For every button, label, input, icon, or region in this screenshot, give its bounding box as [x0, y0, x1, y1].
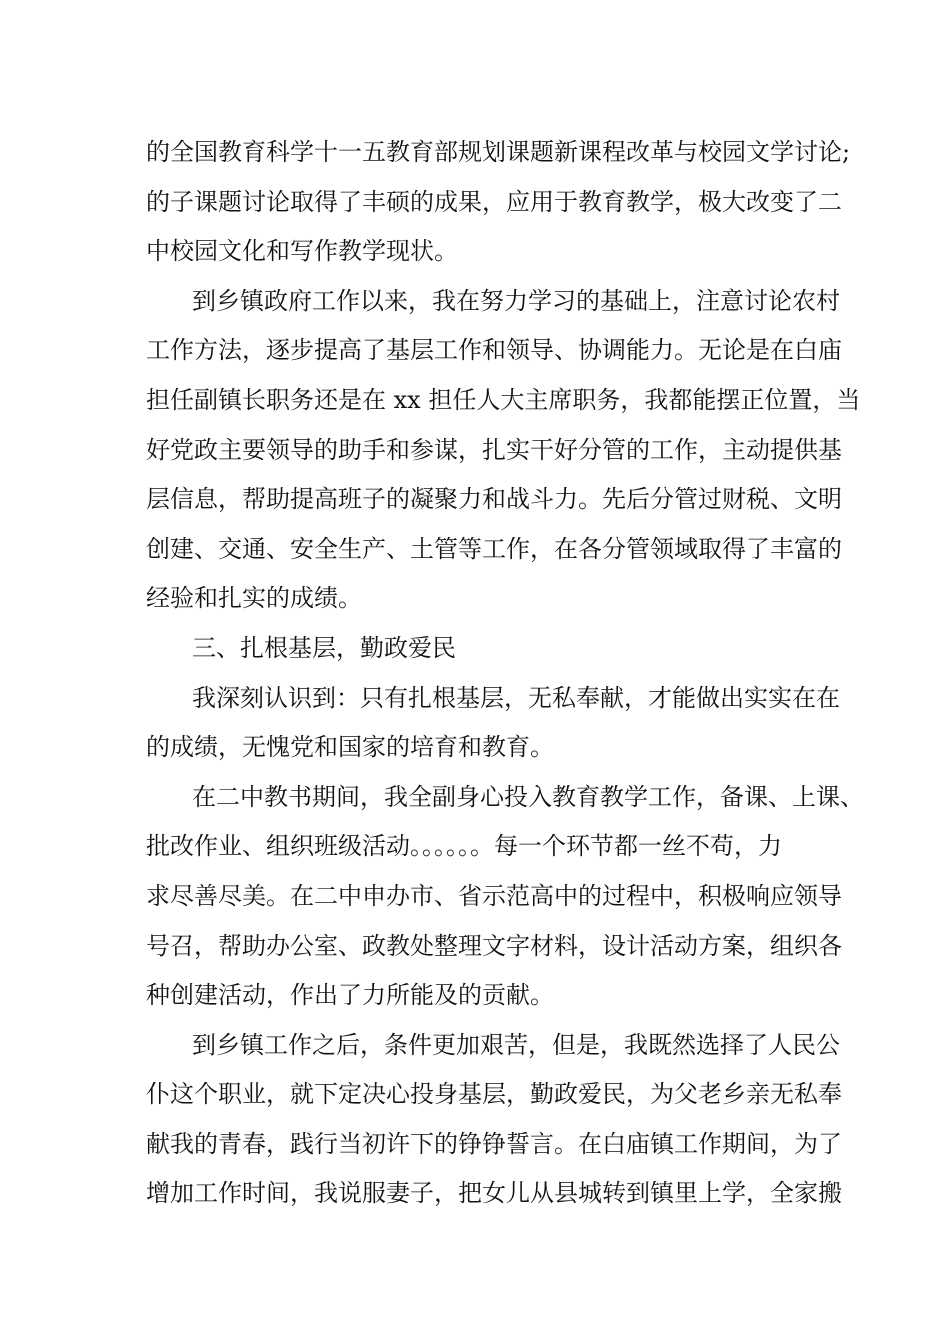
text-line: 层信息，帮助提高班子的凝聚力和战斗力。先后分管过财税、文明 [146, 485, 842, 514]
text-line: 增加工作时间，我说服妻子，把女儿从县城转到镇里上学，全家搬 [146, 1179, 842, 1208]
text-line: 批改作业、组织班级活动。。。。。。每一个环节都一丝不苟，力 [146, 832, 782, 861]
text-line: 献我的青春，践行当初许下的铮铮誓言。在白庙镇工作期间，为了 [146, 1129, 842, 1158]
text-line: 经验和扎实的成绩。 [146, 584, 362, 613]
text-line: 的全国教育科学十一五教育部规划课题新课程改革与校园文学讨论; [146, 138, 851, 166]
text-line: 仆这个职业，就下定决心投身基层，勤政爱民，为父老乡亲无私奉 [146, 1080, 842, 1109]
paragraph-5 [146, 1021, 842, 1219]
text-line: 在二中教书期间，我全副身心投入教育教学工作，备课、上课、 [192, 782, 864, 811]
text-line: 工作方法，逐步提高了基层工作和领导、协调能力。无论是在白庙 [146, 336, 842, 365]
text-line: 的子课题讨论取得了丰硕的成果，应用于教育教学，极大改变了二 [146, 187, 842, 216]
paragraph-2 [146, 277, 861, 624]
text-line: 中校园文化和写作教学现状。 [146, 237, 458, 266]
text-line: 我深刻认识到：只有扎根基层，无私奉献，才能做出实实在在 [192, 683, 840, 712]
text-line: 好党政主要领导的助手和参谋，扎实干好分管的工作，主动提供基 [146, 435, 842, 464]
text-line: 到乡镇工作之后，条件更加艰苦，但是，我既然选择了人民公 [192, 1030, 840, 1059]
text-line: 到乡镇政府工作以来，我在努力学习的基础上，注意讨论农村 [192, 286, 840, 315]
text-line: 求尽善尽美。在二中申办市、省示范高中的过程中，积极响应领导 [146, 881, 842, 910]
section-heading-text: 三、扎根基层，勤政爱民 [192, 633, 456, 662]
text-line: 创建、交通、安全生产、土管等工作，在各分管领域取得了丰富的 [146, 534, 842, 563]
paragraph-3 [146, 674, 840, 773]
text-line: 种创建活动，作出了力所能及的贡献。 [146, 981, 554, 1010]
text-line: 担任副镇长职务还是在 xx 担任人大主席职务，我都能摆正位置，当 [146, 385, 861, 414]
document-body [146, 128, 864, 1219]
paragraph-4 [146, 773, 864, 1021]
text-line: 号召，帮助办公室、政教处整理文字材料，设计活动方案，组织各 [146, 931, 842, 960]
paragraph-1 [146, 128, 851, 277]
section-heading [146, 624, 810, 674]
text-line: 的成绩，无愧党和国家的培育和教育。 [146, 733, 554, 762]
